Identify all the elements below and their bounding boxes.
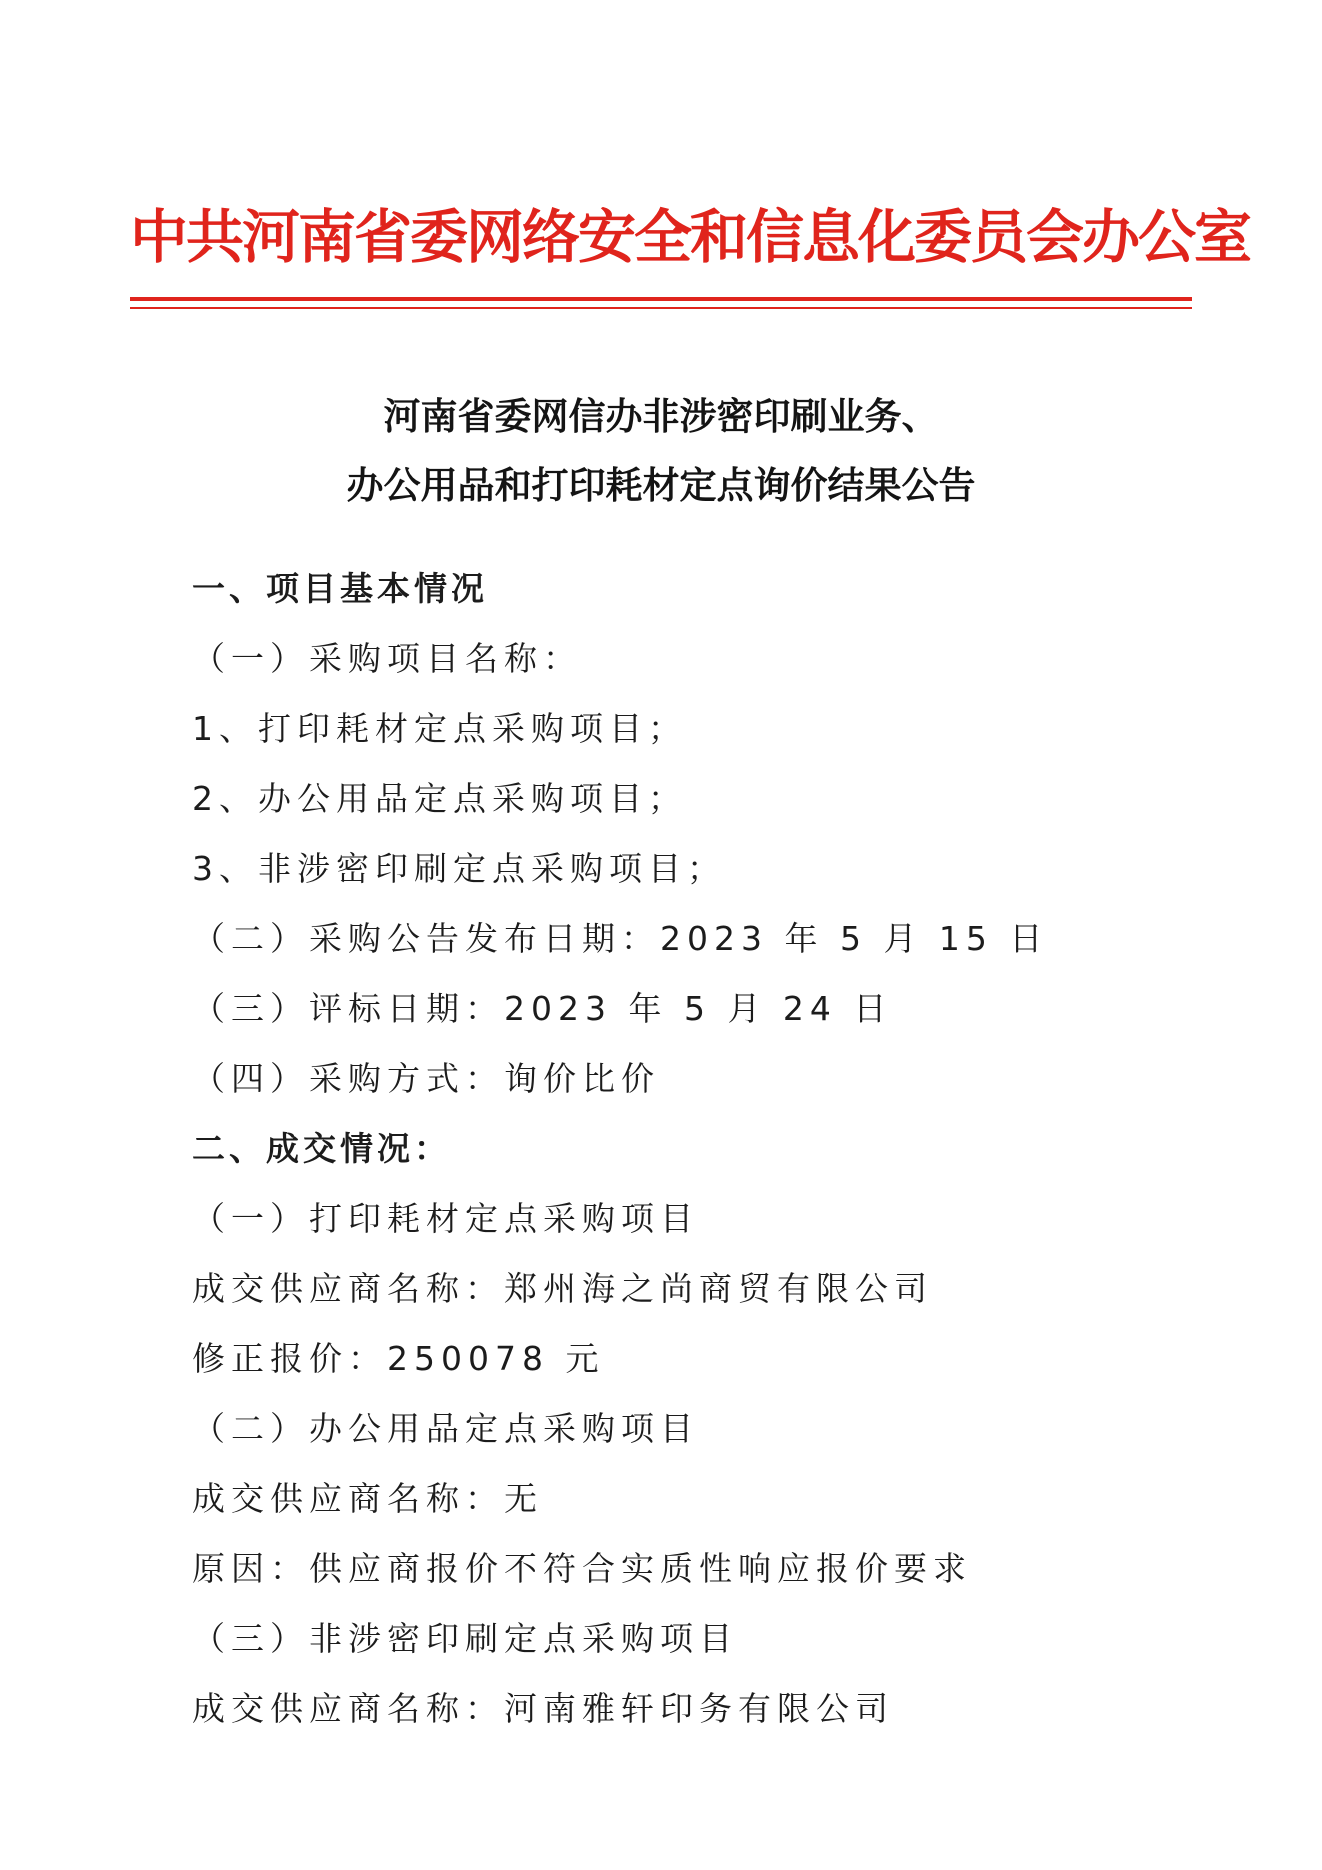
- result-project-2-supplier: 成交供应商名称：无: [192, 1479, 543, 1518]
- procurement-method: （四）采购方式：询价比价: [192, 1059, 660, 1098]
- result-project-3-title: （三）非涉密印刷定点采购项目: [192, 1619, 738, 1658]
- result-project-1-title: （一）打印耗材定点采购项目: [192, 1199, 699, 1238]
- section-heading-result: 二、成交情况：: [192, 1129, 451, 1168]
- document-title-line-1: 河南省委网信办非涉密印刷业务、: [383, 394, 939, 438]
- procurement-name-label: （一）采购项目名称：: [192, 639, 582, 678]
- project-list-item: 3、非涉密印刷定点采购项目；: [192, 849, 726, 888]
- section-heading-basic: 一、项目基本情况: [192, 569, 488, 608]
- masthead-red-rule-thin: [130, 307, 1192, 309]
- review-date: （三）评标日期：2023 年 5 月 24 日: [192, 989, 893, 1028]
- masthead-red-rule-thick: [130, 297, 1192, 301]
- project-list-item: 1、打印耗材定点采购项目；: [192, 709, 687, 748]
- publish-date: （二）采购公告发布日期：2023 年 5 月 15 日: [192, 919, 1049, 958]
- result-project-1-supplier: 成交供应商名称：郑州海之尚商贸有限公司: [192, 1269, 933, 1308]
- masthead-title: 中共河南省委网络安全和信息化委员会办公室: [130, 203, 1251, 271]
- result-project-2-title: （二）办公用品定点采购项目: [192, 1409, 699, 1448]
- result-project-1-price: 修正报价：250078 元: [192, 1339, 605, 1378]
- document-title-line-2: 办公用品和打印耗材定点询价结果公告: [346, 463, 976, 507]
- result-project-2-reason: 原因：供应商报价不符合实质性响应报价要求: [192, 1549, 972, 1588]
- result-project-3-supplier: 成交供应商名称：河南雅轩印务有限公司: [192, 1689, 894, 1728]
- project-list-item: 2、办公用品定点采购项目；: [192, 779, 687, 818]
